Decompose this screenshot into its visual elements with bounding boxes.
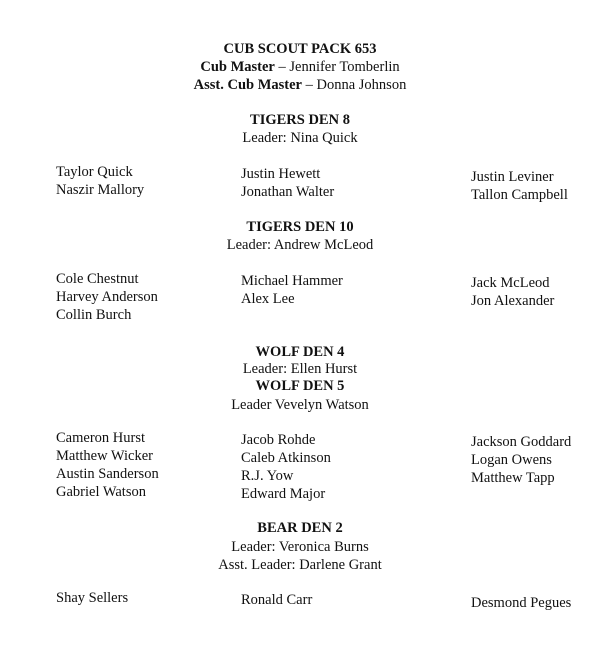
cub-master-label: Cub Master — [200, 59, 275, 75]
bear-den-col-1 — [56, 589, 128, 607]
wolf-den-5-leader: Leader Vevelyn Watson — [231, 397, 369, 413]
asst-cub-master-line — [0, 76, 600, 94]
member-name: Edward Major — [241, 486, 326, 502]
tigers-den-10-leader: Leader: Andrew McLeod — [226, 237, 374, 253]
tigers-den-10-col-2 — [241, 272, 343, 308]
member-name: Justin Leviner — [471, 169, 554, 185]
member-name: Jackson Goddard — [471, 434, 572, 450]
wolf-den-col-3 — [471, 433, 571, 487]
member-name: Desmond Pegues — [471, 595, 572, 611]
member-name: Austin Sanderson — [56, 466, 159, 482]
member-name: Logan Owens — [471, 452, 552, 468]
member-name: Jacob Rohde — [241, 432, 316, 448]
bear-den-col-3 — [471, 594, 571, 612]
member-name: Michael Hammer — [241, 273, 343, 289]
wolf-den-col-2 — [241, 431, 331, 503]
pack-title: CUB SCOUT PACK 653 — [223, 41, 377, 57]
tigers-den-10-title: TIGERS DEN 10 — [246, 219, 354, 235]
asst-cub-master-label: Asst. Cub Master — [193, 77, 302, 93]
member-name: Taylor Quick — [56, 164, 133, 180]
tigers-den-10-col-3 — [471, 274, 554, 310]
member-name: Naszir Mallory — [56, 182, 145, 198]
wolf-den-4-title: WOLF DEN 4 — [255, 344, 345, 360]
bear-den-2-title: BEAR DEN 2 — [257, 520, 343, 536]
tigers-den-8-title: TIGERS DEN 8 — [250, 112, 350, 128]
bear-den-2-leader: Leader: Veronica Burns — [231, 539, 369, 555]
wolf-den-col-1 — [56, 429, 159, 501]
member-name: Justin Hewett — [241, 166, 321, 182]
member-name: Caleb Atkinson — [241, 450, 331, 466]
member-name: Matthew Tapp — [471, 470, 555, 486]
tigers-den-8-leader: Leader: Nina Quick — [242, 130, 358, 146]
wolf-den-5-title: WOLF DEN 5 — [255, 378, 345, 394]
member-name: Matthew Wicker — [56, 448, 153, 464]
member-name: Alex Lee — [241, 291, 295, 307]
tigers-den-8-col-3 — [471, 168, 568, 204]
member-name: Jon Alexander — [471, 293, 555, 309]
member-name: Cole Chestnut — [56, 271, 139, 287]
bear-den-2-asst-leader: Asst. Leader: Darlene Grant — [218, 557, 382, 573]
bear-den-col-2 — [241, 591, 312, 609]
member-name: Cameron Hurst — [56, 430, 145, 446]
cub-master-name: – Jennifer Tomberlin — [274, 59, 400, 75]
member-name: Gabriel Watson — [56, 484, 146, 500]
member-name: Harvey Anderson — [56, 289, 158, 305]
member-name: R.J. Yow — [241, 468, 294, 484]
member-name: Shay Sellers — [56, 590, 129, 606]
tigers-den-8-col-2 — [241, 165, 334, 201]
wolf-den-4-leader: Leader: Ellen Hurst — [242, 361, 358, 377]
member-name: Tallon Campbell — [471, 187, 568, 203]
asst-cub-master-name: – Donna Johnson — [302, 77, 407, 93]
member-name: Jack McLeod — [471, 275, 550, 291]
member-name: Collin Burch — [56, 307, 132, 323]
member-name: Ronald Carr — [241, 592, 313, 608]
tigers-den-10-col-1 — [56, 270, 158, 324]
member-name: Jonathan Walter — [241, 184, 335, 200]
tigers-den-8-col-1 — [56, 163, 144, 199]
cub-master-line — [0, 58, 600, 76]
